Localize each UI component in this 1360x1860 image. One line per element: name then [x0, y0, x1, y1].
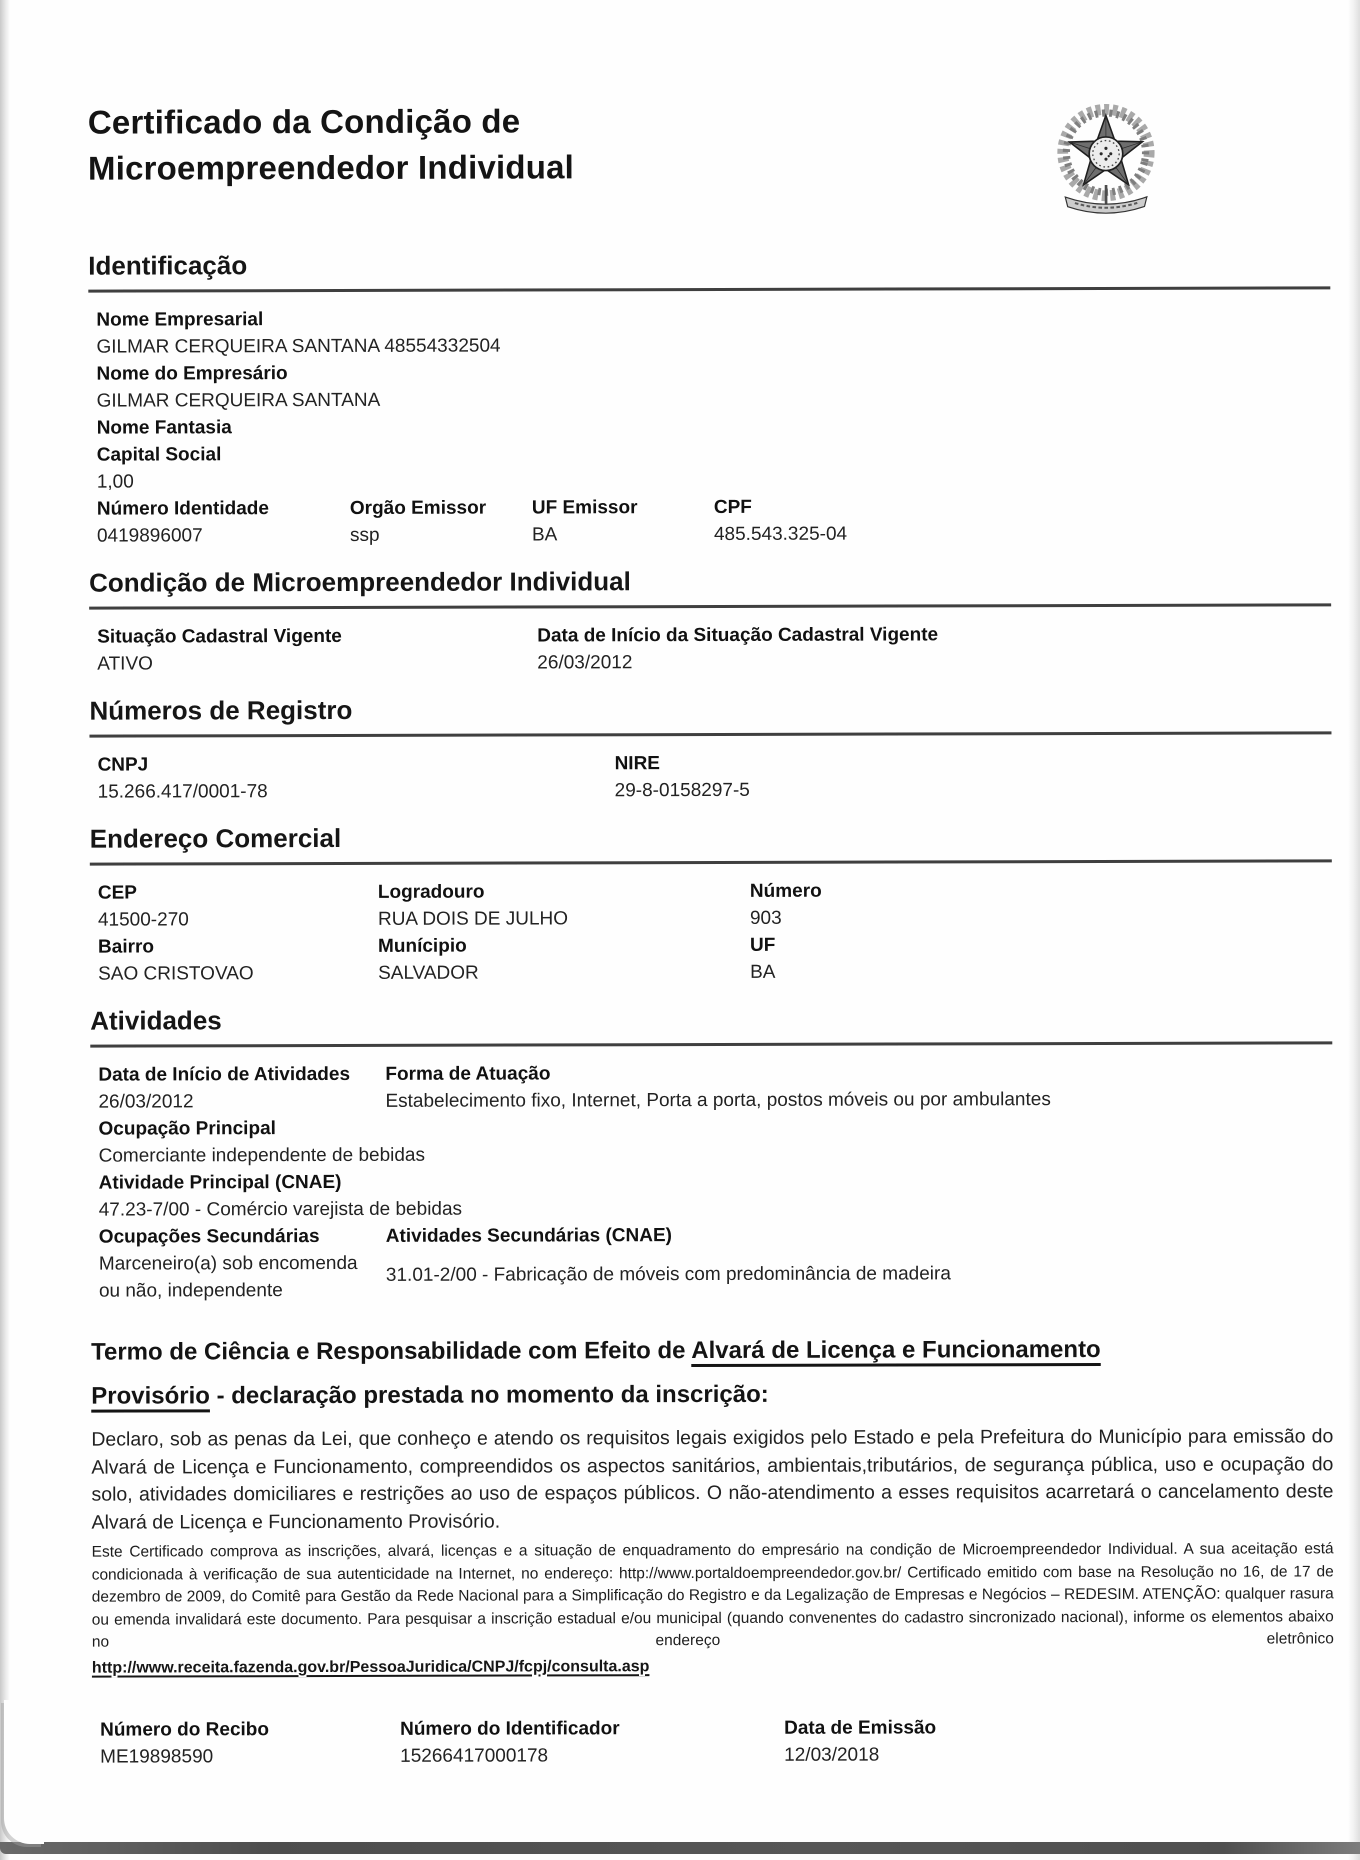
section-condicao-fields [97, 620, 1331, 677]
numero-identificador-value: 15266417000178 [400, 1744, 549, 1767]
fineprint-paragraph: Este Certificado comprova as inscrições, alvará, licenças e a situação de enquadramento do empresário na condição de Microempreendedor Individual. A sua aceitação está condicionada à verificação de sua autenticidade na Internet, no endereço: http://www.portaldoempreendedor.gov.br/ Certificado emitido com base na Resolução no 16, de 17 de dezembro de 2009, do Comitê para Gestão da Rede Nacional para a Simplificação do Registro e da Legalização de Empresas e Negócios – REDESIM. ATENÇÃO: qualquer rasura ou emenda invalidará este documento. Para pesquisar a inscrição estadual e/ou municipal (quando convenentes do cadastro sincronizado nacional), informe os elementos abaixo no endereço eletrônico [91, 1540, 1334, 1651]
cnpj-value: 15.266.417/0001-78 [97, 781, 268, 803]
ocupacoes-secundarias-label: Ocupações Secundárias [98, 1226, 320, 1248]
uf-emissor-value: BA [531, 524, 558, 546]
document-footer [100, 1713, 1334, 1770]
data-emissao-value: 12/03/2018 [784, 1744, 880, 1766]
numero-identidade-value: 0419896007 [96, 525, 203, 547]
title-line-1: Certificado da Condição de [87, 102, 521, 141]
cnpj-label: CNPJ [97, 754, 149, 776]
nome-empresarial-value: GILMAR CERQUEIRA SANTANA 48554332504 [96, 335, 501, 358]
cep-label: CEP [97, 882, 137, 904]
section-atividades-fields [98, 1058, 1333, 1304]
scan-edge-right [1348, 0, 1360, 1860]
data-emissao-label: Data de Emissão [784, 1716, 937, 1739]
orgao-emissor-label: Orgão Emissor [349, 497, 487, 520]
section-heading-condicao: Condição de Microempreendedor Individual [89, 564, 1331, 609]
municipio-value: SALVADOR [378, 962, 479, 984]
uf-value: BA [750, 961, 776, 983]
logradouro-label: Logradouro [377, 881, 485, 903]
title-line-2: Microempreendedor Individual [87, 147, 575, 187]
data-inicio-atividades-label: Data de Início de Atividades [98, 1064, 351, 1086]
uf-emissor-label: UF Emissor [531, 497, 638, 519]
capital-social-value: 1,00 [96, 471, 134, 493]
termo-heading-underlined-1: Alvará de Licença e Funcionamento [691, 1336, 1101, 1365]
section-heading-atividades: Atividades [90, 1002, 1332, 1047]
document-content [88, 96, 1334, 1770]
atividades-secundarias-value: 31.01-2/00 - Fabricação de móveis com predominância de madeira [385, 1263, 951, 1286]
consulta-url: http://www.receita.fazenda.gov.br/PessoaJuridica/CNPJ/fcpj/consulta.asp [91, 1657, 650, 1677]
ocupacoes-secundarias-value: Marceneiro(a) sob encomenda ou não, independente [98, 1252, 358, 1302]
numero-identificador-label: Número do Identificador [400, 1717, 620, 1740]
section-endereco-fields [98, 876, 1332, 987]
numero-recibo-value: ME19898590 [100, 1745, 214, 1768]
municipio-label: Munícipio [378, 935, 467, 957]
termo-heading-underlined-2: Provisório [91, 1382, 210, 1410]
nome-empresario-label: Nome do Empresário [96, 363, 288, 385]
numero-identidade-label: Número Identidade [96, 498, 269, 520]
declaracao-paragraph: Declaro, sob as penas da Lei, que conheço e atendo os requisitos legais exigidos pelo Estado e pela Prefeitura do Município para emissão do Alvará de Licença e Funcionamento, compreendidos os aspectos sanitários, ambientais,tributários, de segurança pública, uso e ocupação do solo, atividades domiciliares e restrições ao uso de espaços públicos. O não-atendimento a esses requisitos acarretará o cancelamento deste Alvará de Licença e Funcionamento Provisório. [91, 1425, 1334, 1534]
atividade-principal-label: Atividade Principal (CNAE) [98, 1172, 342, 1194]
capital-social-label: Capital Social [96, 444, 222, 466]
data-inicio-atividades-value: 26/03/2012 [98, 1091, 194, 1113]
scan-edge-shadow [0, 1842, 1360, 1854]
atividade-principal-value: 47.23-7/00 - Comércio varejista de bebidas [98, 1198, 463, 1221]
termo-heading-prefix: Termo de Ciência e Responsabilidade com Efeito de [91, 1337, 692, 1366]
section-heading-identificacao: Identificação [88, 247, 1330, 292]
cpf-value: 485.543.325-04 [713, 523, 848, 546]
forma-atuacao-value: Estabelecimento fixo, Internet, Porta a porta, postos móveis ou por ambulantes [385, 1089, 1051, 1112]
situacao-cadastral-label: Situação Cadastral Vigente [97, 626, 342, 648]
ocupacao-principal-value: Comerciante independente de bebidas [98, 1144, 426, 1167]
nome-empresario-value: GILMAR CERQUEIRA SANTANA [96, 389, 381, 412]
section-identificacao-fields [96, 303, 1331, 549]
termo-heading-suffix: - declaração prestada no momento da inscrição: [209, 1380, 769, 1410]
data-inicio-situacao-label: Data de Início da Situação Cadastral Vigente [537, 624, 939, 647]
uf-label: UF [750, 934, 776, 956]
atividades-secundarias-label: Atividades Secundárias (CNAE) [385, 1225, 672, 1247]
bairro-value: SAO CRISTOVAO [98, 963, 254, 985]
situacao-cadastral-value: ATIVO [97, 653, 153, 675]
scan-edge-left [0, 0, 10, 1860]
section-registro-fields [98, 748, 1332, 805]
document-header [88, 96, 1330, 190]
ocupacao-principal-label: Ocupação Principal [98, 1118, 276, 1140]
bairro-label: Bairro [98, 936, 155, 958]
logradouro-value: RUA DOIS DE JULHO [377, 908, 569, 930]
section-heading-registro: Números de Registro [89, 692, 1331, 737]
cep-value: 41500-270 [97, 909, 189, 931]
nire-value: 29-8-0158297-5 [614, 779, 750, 802]
orgao-emissor-value: ssp [349, 524, 380, 547]
paper-corner [4, 1700, 44, 1844]
brazil-coat-of-arms-icon [1046, 101, 1166, 227]
numero-recibo-label: Número do Recibo [100, 1718, 270, 1741]
numero-value: 903 [749, 907, 782, 929]
nire-label: NIRE [614, 753, 660, 775]
data-inicio-situacao-value: 26/03/2012 [537, 652, 633, 674]
section-heading-endereco: Endereço Comercial [90, 820, 1332, 865]
nome-empresarial-label: Nome Empresarial [96, 309, 264, 331]
termo-heading [91, 1327, 1333, 1418]
cpf-label: CPF [713, 496, 752, 519]
forma-atuacao-label: Forma de Atuação [385, 1063, 551, 1085]
numero-label: Número [749, 880, 822, 902]
nome-fantasia-label: Nome Fantasia [96, 417, 232, 439]
